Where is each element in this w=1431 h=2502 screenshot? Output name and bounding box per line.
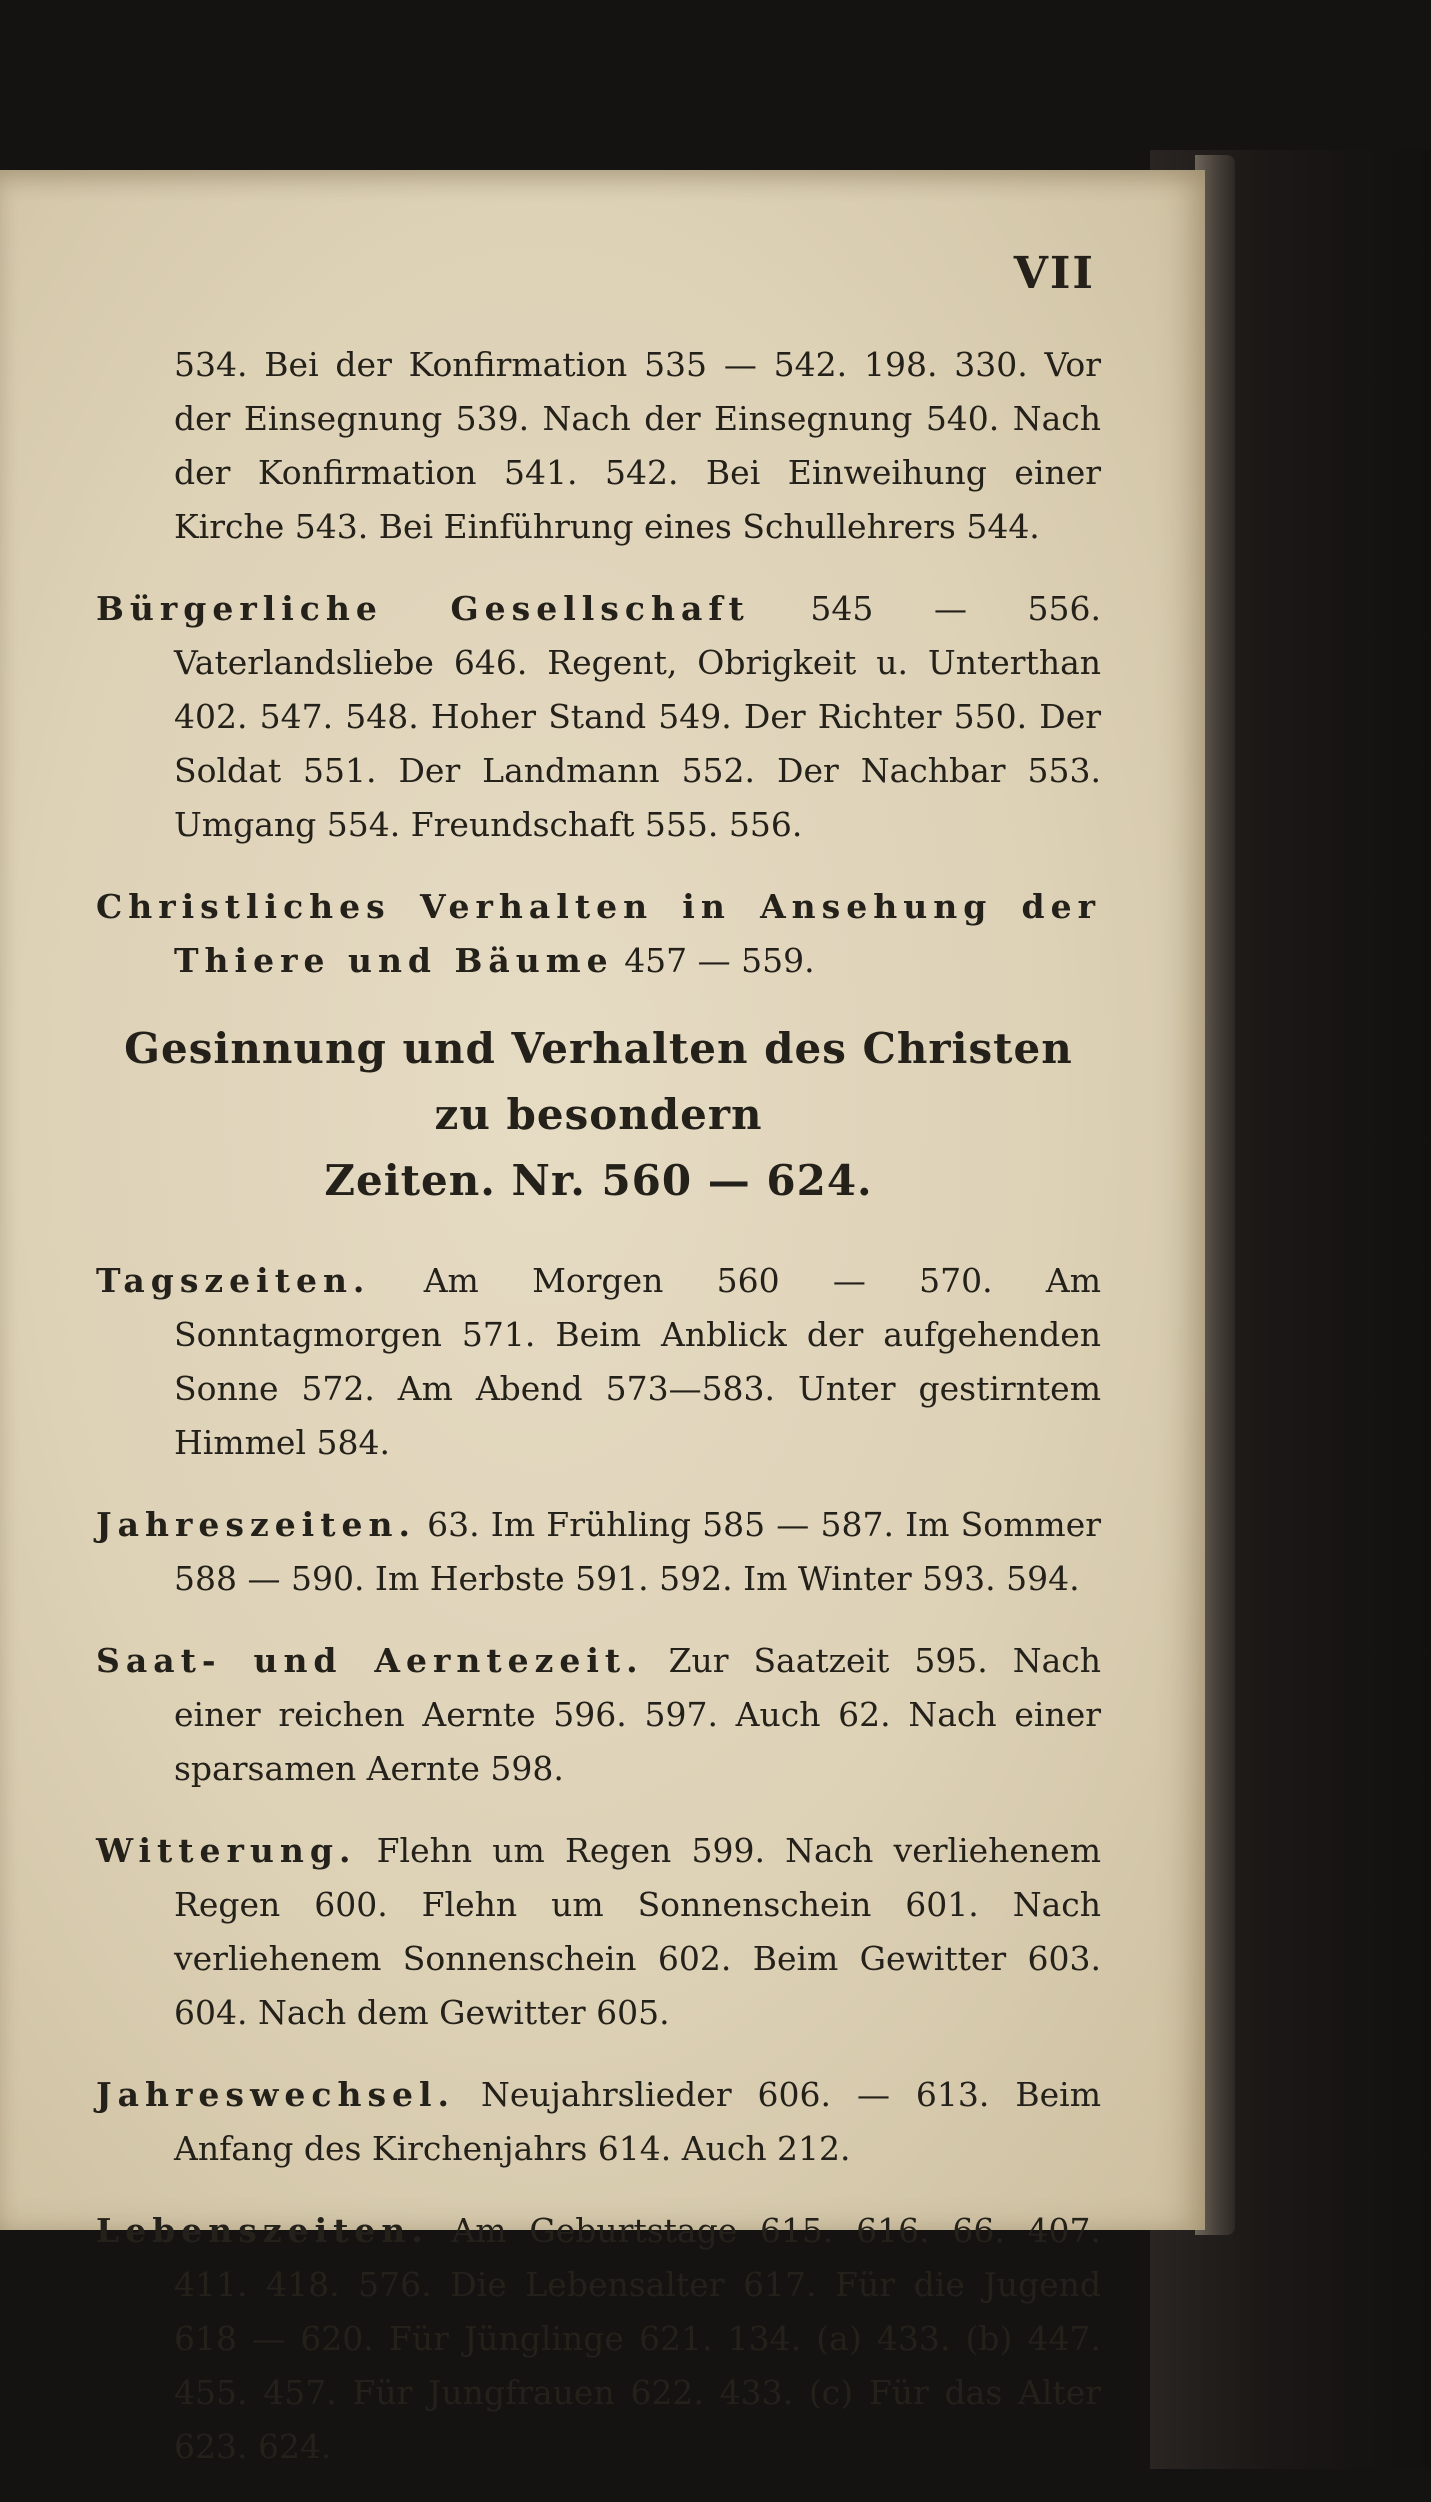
section-title-line1: Gesinnung und Verhalten des Christen zu besondern xyxy=(124,1024,1073,1139)
page-number: VII xyxy=(1013,248,1095,299)
index-entry xyxy=(96,1634,1101,1796)
entry-text: 63. Im Frühling 585 — 587. Im Sommer 588 — 590. Im Herbste 591. 592. Im Winter 593. 594. xyxy=(174,1505,1101,1598)
entry-heading: Saat- und Aerntezeit. xyxy=(96,1641,644,1680)
index-entry xyxy=(96,1824,1101,2040)
entry-heading: Jahreswechsel. xyxy=(96,2075,456,2114)
index-entry xyxy=(96,880,1101,988)
index-entry xyxy=(96,2068,1101,2176)
page-content xyxy=(96,338,1101,2502)
section-title xyxy=(96,1016,1101,1214)
entry-text: Zur Saatzeit 595. Nach einer reichen Aernte 596. 597. Auch 62. Nach einer sparsamen Aernte 598. xyxy=(174,1641,1101,1788)
section-title-line2: Zeiten. Nr. 560 — 624. xyxy=(324,1156,873,1205)
entry-text: 457 — 559. xyxy=(624,941,815,980)
entry-text: Am Morgen 560 — 570. Am Sonntagmorgen 571. Beim Anblick der aufgehenden Sonne 572. Am Abend 573—583. Unter gestirntem Himmel 584. xyxy=(174,1261,1102,1462)
entry-text: 534. Bei der Konfirmation 535 — 542. 198. 330. Vor der Einsegnung 539. Nach der Einsegnung 540. Nach der Konfirmation 541. 542. Bei Einweihung einer Kirche 543. Bei Einführung eines Schullehrers 544. xyxy=(174,345,1101,546)
entry-heading: Lebenszeiten. xyxy=(96,2211,429,2250)
entry-heading: Jahreszeiten. xyxy=(96,1505,416,1544)
index-entry xyxy=(96,2204,1101,2474)
index-entry xyxy=(96,582,1101,852)
index-entry xyxy=(96,338,1101,554)
index-entry xyxy=(96,1498,1101,1606)
entry-text: Am Geburtstage 615. 616. 66. 407. 411. 418. 576. Die Lebensalter 617. Für die Jugend 618 — 620. Für Jünglinge 621. 134. (a) 433. (b) 447. 455. 457. Für Jungfrauen 622. 433. (c) Für das Alter 623. 624. xyxy=(174,2211,1101,2466)
entry-text: 545 — 556. Vaterlandsliebe 646. Regent, Obrigkeit u. Unterthan 402. 547. 548. Hoher Stand 549. Der Richter 550. Der Soldat 551. Der Landmann 552. Der Nachbar 553. Umgang 554. Freundschaft 555. 556. xyxy=(174,589,1101,844)
entry-heading: Witterung. xyxy=(96,1831,357,1870)
book-page xyxy=(0,170,1205,2466)
entry-text: Flehn um Regen 599. Nach verliehenem Regen 600. Flehn um Sonnenschein 601. Nach verliehenem Sonnenschein 602. Beim Gewitter 603. 604. Nach dem Gewitter 605. xyxy=(174,1831,1102,2032)
entry-heading: Tagszeiten. xyxy=(96,1261,371,1300)
index-entry xyxy=(96,1254,1101,1470)
entry-heading: Bürgerliche Gesellschaft xyxy=(96,589,750,628)
entry-heading: Christliches Verhalten in Ansehung der Thiere und Bäume xyxy=(96,887,1101,980)
entry-text: Neujahrslieder 606. — 613. Beim Anfang des Kirchenjahrs 614. Auch 212. xyxy=(174,2075,1101,2168)
